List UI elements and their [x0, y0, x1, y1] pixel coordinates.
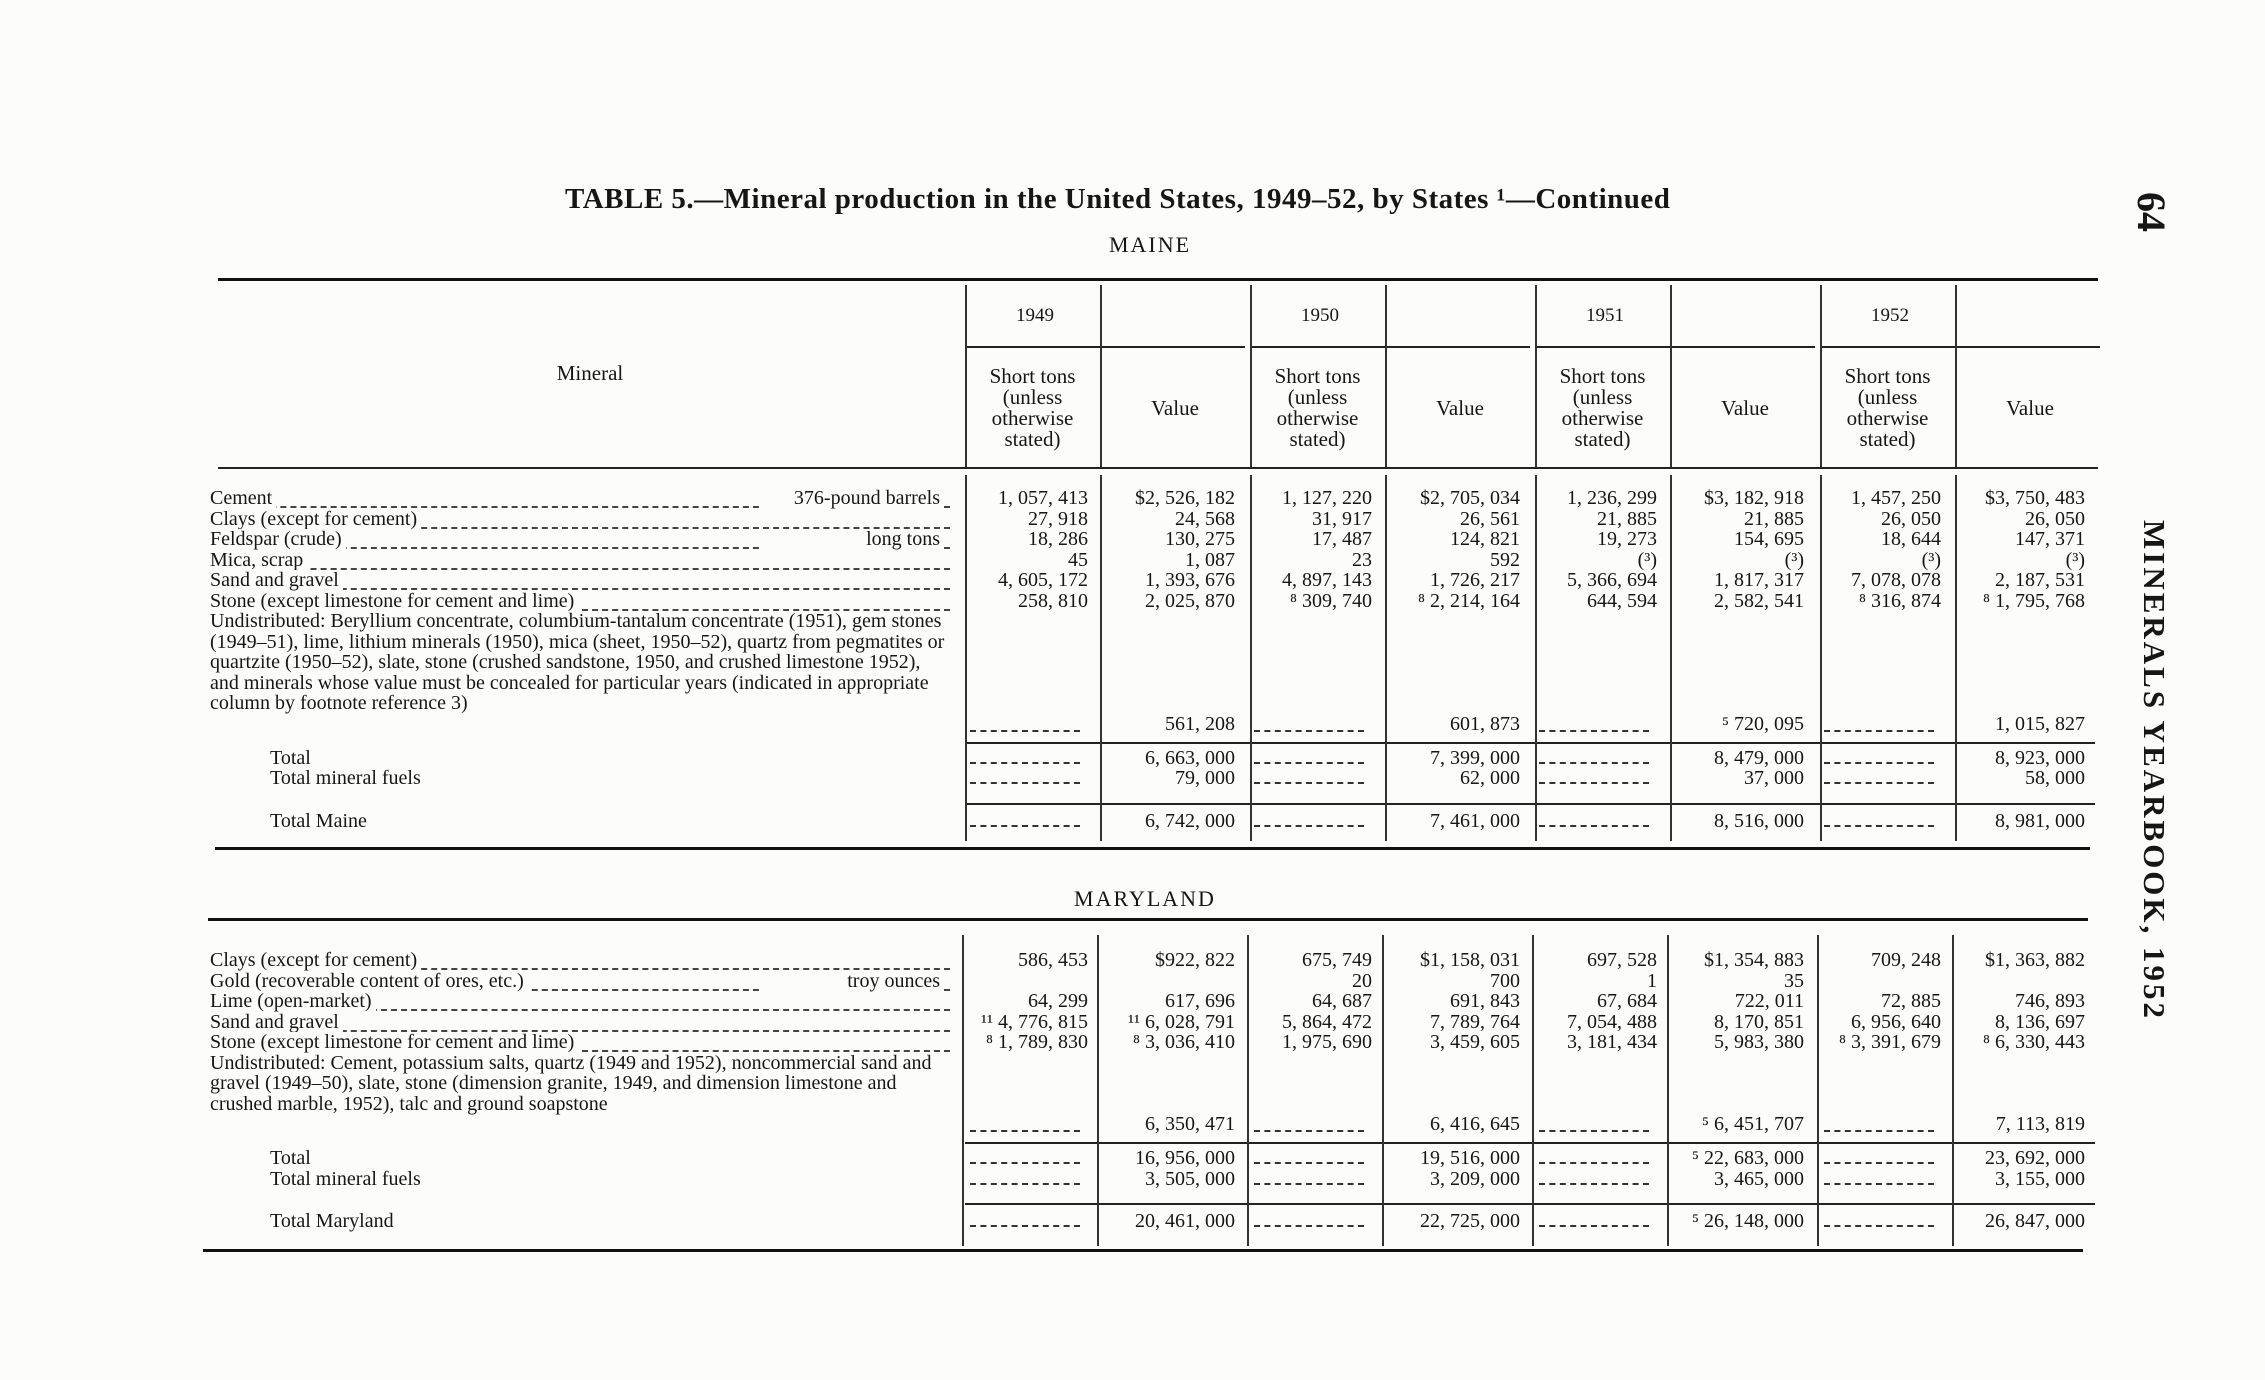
- empty-cell-dash: [1539, 782, 1649, 784]
- grand-total-value: 22, 725, 000: [1420, 1210, 1520, 1232]
- undistributed-label: Undistributed: Cement, potassium salts, quartz (1949 and 1952), noncommercial sand and gravel (1949–50), slate, stone (dimension granite, 1949, and dimension limestone and crushed marble, 1952), talc and ground soapstone: [210, 1053, 949, 1115]
- quantity-cell: ¹¹ 4, 776, 815: [981, 1010, 1088, 1033]
- value-cell: 154, 695: [1734, 528, 1804, 550]
- quantity-cell: 18, 286: [1028, 528, 1088, 550]
- column-header-year: 1951: [1586, 305, 1624, 326]
- fuels-value: 62, 000: [1460, 767, 1520, 789]
- value-cell: 8, 170, 851: [1714, 1010, 1804, 1033]
- value-cell: 2, 187, 531: [1995, 569, 2085, 591]
- fuels-value: 3, 505, 000: [1145, 1167, 1235, 1190]
- value-cell: $1, 363, 882: [1985, 949, 2085, 971]
- quantity-cell: 4, 897, 143: [1282, 569, 1372, 591]
- column-rule: [1250, 285, 1252, 467]
- total-value: 7, 399, 000: [1430, 746, 1520, 769]
- value-cell: $922, 822: [1155, 949, 1235, 971]
- undistributed-value: 6, 416, 645: [1430, 1113, 1520, 1135]
- value-cell: $1, 354, 883: [1704, 949, 1804, 971]
- undistributed-value: 561, 208: [1165, 712, 1235, 735]
- grand-total-value: 8, 516, 000: [1714, 809, 1804, 832]
- column-rule: [1532, 935, 1534, 1246]
- total-value: 23, 692, 000: [1985, 1147, 2085, 1169]
- empty-cell-dash: [1254, 762, 1364, 764]
- value-cell: 2, 582, 541: [1714, 589, 1804, 612]
- quantity-cell: ⁸ 309, 740: [1290, 589, 1372, 612]
- quantity-cell: 64, 299: [1028, 990, 1088, 1012]
- empty-cell-dash: [1539, 1162, 1649, 1164]
- subtotal-rule: [965, 803, 2095, 805]
- fuels-value: 58, 000: [2025, 767, 2085, 789]
- empty-cell-dash: [970, 782, 1080, 784]
- quantity-cell: 6, 956, 640: [1851, 1010, 1941, 1033]
- empty-cell-dash: [1824, 1130, 1934, 1132]
- year-underline: [1820, 346, 2100, 348]
- fuels-value: 3, 155, 000: [1995, 1167, 2085, 1190]
- undistributed-value: 1, 015, 827: [1995, 712, 2085, 735]
- column-rule: [1385, 285, 1387, 467]
- quantity-cell: 72, 885: [1881, 990, 1941, 1012]
- quantity-cell: 23: [1352, 548, 1372, 571]
- value-cell: ⁸ 6, 330, 443: [1983, 1031, 2085, 1053]
- undistributed-value: 601, 873: [1450, 712, 1520, 735]
- column-rule: [1250, 475, 1252, 841]
- empty-cell-dash: [970, 730, 1080, 732]
- value-cell: ¹¹ 6, 028, 791: [1128, 1010, 1235, 1033]
- value-cell: 592: [1490, 548, 1520, 571]
- undistributed-label: Undistributed: Beryllium concentrate, columbium-tantalum concentrate (1951), gem stones (1949–51), lime, lithium minerals (1950), mica (sheet, 1950–52), quartz from pegmatites or quartzite (1950–52), slate, stone (crushed sandstone, 1950, and crushed limestone 1952), and minerals whose value must be concealed for particular years (indicated in appropriate column by footnote reference 3): [210, 611, 949, 714]
- subtotal-rule: [965, 742, 2095, 744]
- empty-cell-dash: [1254, 1183, 1364, 1185]
- fuels-value: 37, 000: [1744, 767, 1804, 789]
- column-header-quantity: Short tons (unless otherwise stated): [989, 364, 1076, 451]
- value-cell: (³): [1784, 548, 1804, 571]
- column-header-year: 1949: [1016, 305, 1054, 326]
- value-cell: 24, 568: [1175, 507, 1235, 530]
- quantity-cell: 64, 687: [1312, 990, 1372, 1012]
- grand-total-value: 8, 981, 000: [1995, 809, 2085, 832]
- column-rule: [1535, 285, 1537, 467]
- value-cell: 1, 087: [1185, 548, 1235, 571]
- empty-cell-dash: [1254, 782, 1364, 784]
- empty-cell-dash: [970, 762, 1080, 764]
- column-header-value: Value: [1151, 396, 1199, 420]
- quantity-cell: 7, 054, 488: [1567, 1010, 1657, 1033]
- fuels-label: Total mineral fuels: [270, 768, 425, 788]
- row-label: Sand and gravel: [210, 1012, 343, 1032]
- quantity-cell: 709, 248: [1871, 949, 1941, 971]
- empty-cell-dash: [1254, 825, 1364, 827]
- value-cell: $2, 705, 034: [1420, 487, 1520, 509]
- grand-total-value: 26, 847, 000: [1985, 1210, 2085, 1232]
- column-rule: [1100, 475, 1102, 841]
- row-label: Clays (except for cement): [210, 509, 421, 529]
- empty-cell-dash: [1824, 730, 1934, 732]
- empty-cell-dash: [1254, 1225, 1364, 1227]
- value-cell: $3, 182, 918: [1704, 487, 1804, 509]
- empty-cell-dash: [1539, 730, 1649, 732]
- column-header-year: 1950: [1301, 305, 1339, 326]
- section-heading-maine: MAINE: [1108, 232, 1192, 257]
- empty-cell-dash: [1824, 1183, 1934, 1185]
- year-underline: [1250, 346, 1530, 348]
- total-value: 16, 956, 000: [1135, 1147, 1235, 1169]
- value-cell: 35: [1784, 969, 1804, 992]
- value-cell: $3, 750, 483: [1985, 487, 2085, 509]
- table-title: TABLE 5.—Mineral production in the United States, 1949–52, by States ¹—Continued: [565, 183, 1671, 215]
- year-underline: [1535, 346, 1815, 348]
- value-cell: 130, 275: [1165, 528, 1235, 550]
- grand-total-value: 20, 461, 000: [1135, 1210, 1235, 1232]
- running-head: MINERALS YEARBOOK, 1952: [2137, 520, 2172, 1022]
- column-header-quantity: Short tons (unless otherwise stated): [1559, 364, 1646, 451]
- column-header-quantity: Short tons (unless otherwise stated): [1274, 364, 1361, 451]
- quantity-cell: 258, 810: [1018, 589, 1088, 612]
- column-rule: [1247, 935, 1249, 1246]
- year-underline: [965, 346, 1245, 348]
- empty-cell-dash: [1824, 1162, 1934, 1164]
- column-rule: [1952, 935, 1954, 1246]
- quantity-cell: 7, 078, 078: [1851, 569, 1941, 591]
- value-cell: ⁸ 3, 036, 410: [1133, 1031, 1235, 1053]
- column-rule: [1955, 285, 1957, 467]
- quantity-cell: (³): [1637, 548, 1657, 571]
- grand-total-value: 7, 461, 000: [1430, 809, 1520, 832]
- value-cell: 147, 371: [2015, 528, 2085, 550]
- value-cell: (³): [2065, 548, 2085, 571]
- column-header-mineral: Mineral: [556, 361, 624, 385]
- row-unit: 376-pound barrels: [760, 488, 944, 508]
- value-cell: 21, 885: [1744, 507, 1804, 530]
- empty-cell-dash: [1254, 1130, 1364, 1132]
- quantity-cell: 1, 057, 413: [998, 487, 1088, 509]
- value-cell: ⁸ 1, 795, 768: [1983, 589, 2085, 612]
- row-label: Sand and gravel: [210, 570, 343, 590]
- value-cell: 722, 011: [1734, 990, 1804, 1012]
- quantity-cell: 1, 457, 250: [1851, 487, 1941, 509]
- total-label: Total: [270, 1148, 315, 1168]
- quantity-cell: ⁸ 1, 789, 830: [986, 1031, 1088, 1053]
- empty-cell-dash: [1824, 825, 1934, 827]
- grand-total-label: Total Maryland: [270, 1211, 398, 1231]
- quantity-cell: 675, 749: [1302, 949, 1372, 971]
- value-cell: 5, 983, 380: [1714, 1031, 1804, 1053]
- quantity-cell: 644, 594: [1587, 589, 1657, 612]
- row-label: Feldspar (crude): [210, 529, 346, 549]
- value-cell: $1, 158, 031: [1420, 949, 1520, 971]
- quantity-cell: 4, 605, 172: [998, 569, 1088, 591]
- value-cell: 8, 136, 697: [1995, 1010, 2085, 1033]
- column-header-quantity: Short tons (unless otherwise stated): [1844, 364, 1931, 451]
- value-cell: 1, 817, 317: [1714, 569, 1804, 591]
- quantity-cell: 1, 236, 299: [1567, 487, 1657, 509]
- quantity-cell: ⁸ 316, 874: [1859, 589, 1941, 612]
- value-cell: 2, 025, 870: [1145, 589, 1235, 612]
- empty-cell-dash: [970, 1183, 1080, 1185]
- value-cell: 7, 789, 764: [1430, 1010, 1520, 1033]
- grand-total-value: 6, 742, 000: [1145, 809, 1235, 832]
- row-unit: troy ounces: [760, 971, 944, 991]
- row-label: Stone (except limestone for cement and lime): [210, 1032, 578, 1052]
- column-rule: [1955, 475, 1957, 841]
- quantity-cell: 17, 487: [1312, 528, 1372, 550]
- empty-cell-dash: [970, 825, 1080, 827]
- subtotal-rule: [965, 1203, 2095, 1205]
- fuels-label: Total mineral fuels: [270, 1169, 425, 1189]
- total-value: 6, 663, 000: [1145, 746, 1235, 769]
- row-unit: long tons: [760, 529, 944, 549]
- value-cell: 26, 050: [2025, 507, 2085, 530]
- value-cell: 691, 843: [1450, 990, 1520, 1012]
- quantity-cell: 21, 885: [1597, 507, 1657, 530]
- fuels-value: 79, 000: [1175, 767, 1235, 789]
- quantity-cell: 5, 864, 472: [1282, 1010, 1372, 1033]
- section-top-rule: [208, 918, 2088, 921]
- section-bottom-rule: [215, 847, 2090, 850]
- undistributed-value: ⁵ 720, 095: [1722, 712, 1804, 735]
- fuels-value: 3, 465, 000: [1714, 1167, 1804, 1190]
- empty-cell-dash: [1539, 1183, 1649, 1185]
- value-cell: 3, 459, 605: [1430, 1031, 1520, 1053]
- row-label: Mica, scrap: [210, 550, 307, 570]
- value-cell: 124, 821: [1450, 528, 1520, 550]
- total-value: 19, 516, 000: [1420, 1147, 1520, 1169]
- quantity-cell: 1, 127, 220: [1282, 487, 1372, 509]
- column-header-value: Value: [1436, 396, 1484, 420]
- leader-dots: [210, 554, 950, 570]
- quantity-cell: (³): [1921, 548, 1941, 571]
- column-header-year: 1952: [1871, 305, 1909, 326]
- column-header-value: Value: [1721, 396, 1769, 420]
- value-cell: 1, 726, 217: [1430, 569, 1520, 591]
- grand-total-label: Total Maine: [270, 811, 371, 831]
- quantity-cell: 27, 918: [1028, 507, 1088, 530]
- value-cell: 26, 561: [1460, 507, 1520, 530]
- table-top-rule: [218, 278, 2098, 281]
- value-cell: 746, 893: [2015, 990, 2085, 1012]
- total-value: 8, 479, 000: [1714, 746, 1804, 769]
- section-heading-maryland: MARYLAND: [1074, 886, 1216, 911]
- quantity-cell: 1: [1647, 969, 1657, 992]
- column-rule: [1382, 935, 1384, 1246]
- column-rule: [1097, 935, 1099, 1246]
- grand-total-value: ⁵ 26, 148, 000: [1692, 1210, 1804, 1232]
- empty-cell-dash: [1539, 1130, 1649, 1132]
- empty-cell-dash: [1824, 1225, 1934, 1227]
- fuels-value: 3, 209, 000: [1430, 1167, 1520, 1190]
- column-header-value: Value: [2006, 396, 2054, 420]
- undistributed-value: 6, 350, 471: [1145, 1113, 1235, 1135]
- row-label: Cement: [210, 488, 276, 508]
- value-cell: $2, 526, 182: [1135, 487, 1235, 509]
- row-label: Clays (except for cement): [210, 950, 421, 970]
- empty-cell-dash: [970, 1130, 1080, 1132]
- quantity-cell: 67, 684: [1597, 990, 1657, 1012]
- column-rule: [1100, 285, 1102, 467]
- empty-cell-dash: [1539, 1225, 1649, 1227]
- column-rule: [1670, 475, 1672, 841]
- column-rule: [1670, 285, 1672, 467]
- empty-cell-dash: [1539, 762, 1649, 764]
- quantity-cell: 5, 366, 694: [1567, 569, 1657, 591]
- header-bottom-rule: [218, 467, 2098, 469]
- subtotal-rule: [965, 1142, 2095, 1144]
- value-cell: ⁸ 2, 214, 164: [1418, 589, 1520, 612]
- empty-cell-dash: [1254, 730, 1364, 732]
- empty-cell-dash: [970, 1162, 1080, 1164]
- column-rule: [1820, 475, 1822, 841]
- total-value: ⁵ 22, 683, 000: [1692, 1147, 1804, 1169]
- quantity-cell: 18, 644: [1881, 528, 1941, 550]
- row-label: Gold (recoverable content of ores, etc.): [210, 971, 528, 991]
- quantity-cell: 1, 975, 690: [1282, 1031, 1372, 1053]
- total-value: 8, 923, 000: [1995, 746, 2085, 769]
- column-rule: [1535, 475, 1537, 841]
- empty-cell-dash: [1254, 1162, 1364, 1164]
- quantity-cell: 45: [1068, 548, 1088, 571]
- row-label: Stone (except limestone for cement and lime): [210, 591, 578, 611]
- empty-cell-dash: [1539, 825, 1649, 827]
- undistributed-value: ⁵ 6, 451, 707: [1702, 1113, 1804, 1135]
- quantity-cell: 586, 453: [1018, 949, 1088, 971]
- row-label: Lime (open-market): [210, 991, 376, 1011]
- total-label: Total: [270, 748, 315, 768]
- quantity-cell: 19, 273: [1597, 528, 1657, 550]
- empty-cell-dash: [1824, 782, 1934, 784]
- column-rule: [965, 285, 967, 467]
- value-cell: 617, 696: [1165, 990, 1235, 1012]
- value-cell: 1, 393, 676: [1145, 569, 1235, 591]
- column-rule: [1667, 935, 1669, 1246]
- quantity-cell: ⁸ 3, 391, 679: [1839, 1031, 1941, 1053]
- quantity-cell: 20: [1352, 969, 1372, 992]
- quantity-cell: 697, 528: [1587, 949, 1657, 971]
- column-rule: [962, 935, 964, 1246]
- quantity-cell: 31, 917: [1312, 507, 1372, 530]
- column-rule: [1820, 285, 1822, 467]
- column-rule: [1817, 935, 1819, 1246]
- value-cell: 700: [1490, 969, 1520, 992]
- undistributed-value: 7, 113, 819: [1995, 1113, 2085, 1135]
- table-bottom-rule: [203, 1249, 2083, 1252]
- column-rule: [965, 475, 967, 841]
- column-rule: [1385, 475, 1387, 841]
- empty-cell-dash: [1824, 762, 1934, 764]
- quantity-cell: 3, 181, 434: [1567, 1031, 1657, 1053]
- page-number: 64: [2129, 192, 2174, 232]
- quantity-cell: 26, 050: [1881, 507, 1941, 530]
- empty-cell-dash: [970, 1225, 1080, 1227]
